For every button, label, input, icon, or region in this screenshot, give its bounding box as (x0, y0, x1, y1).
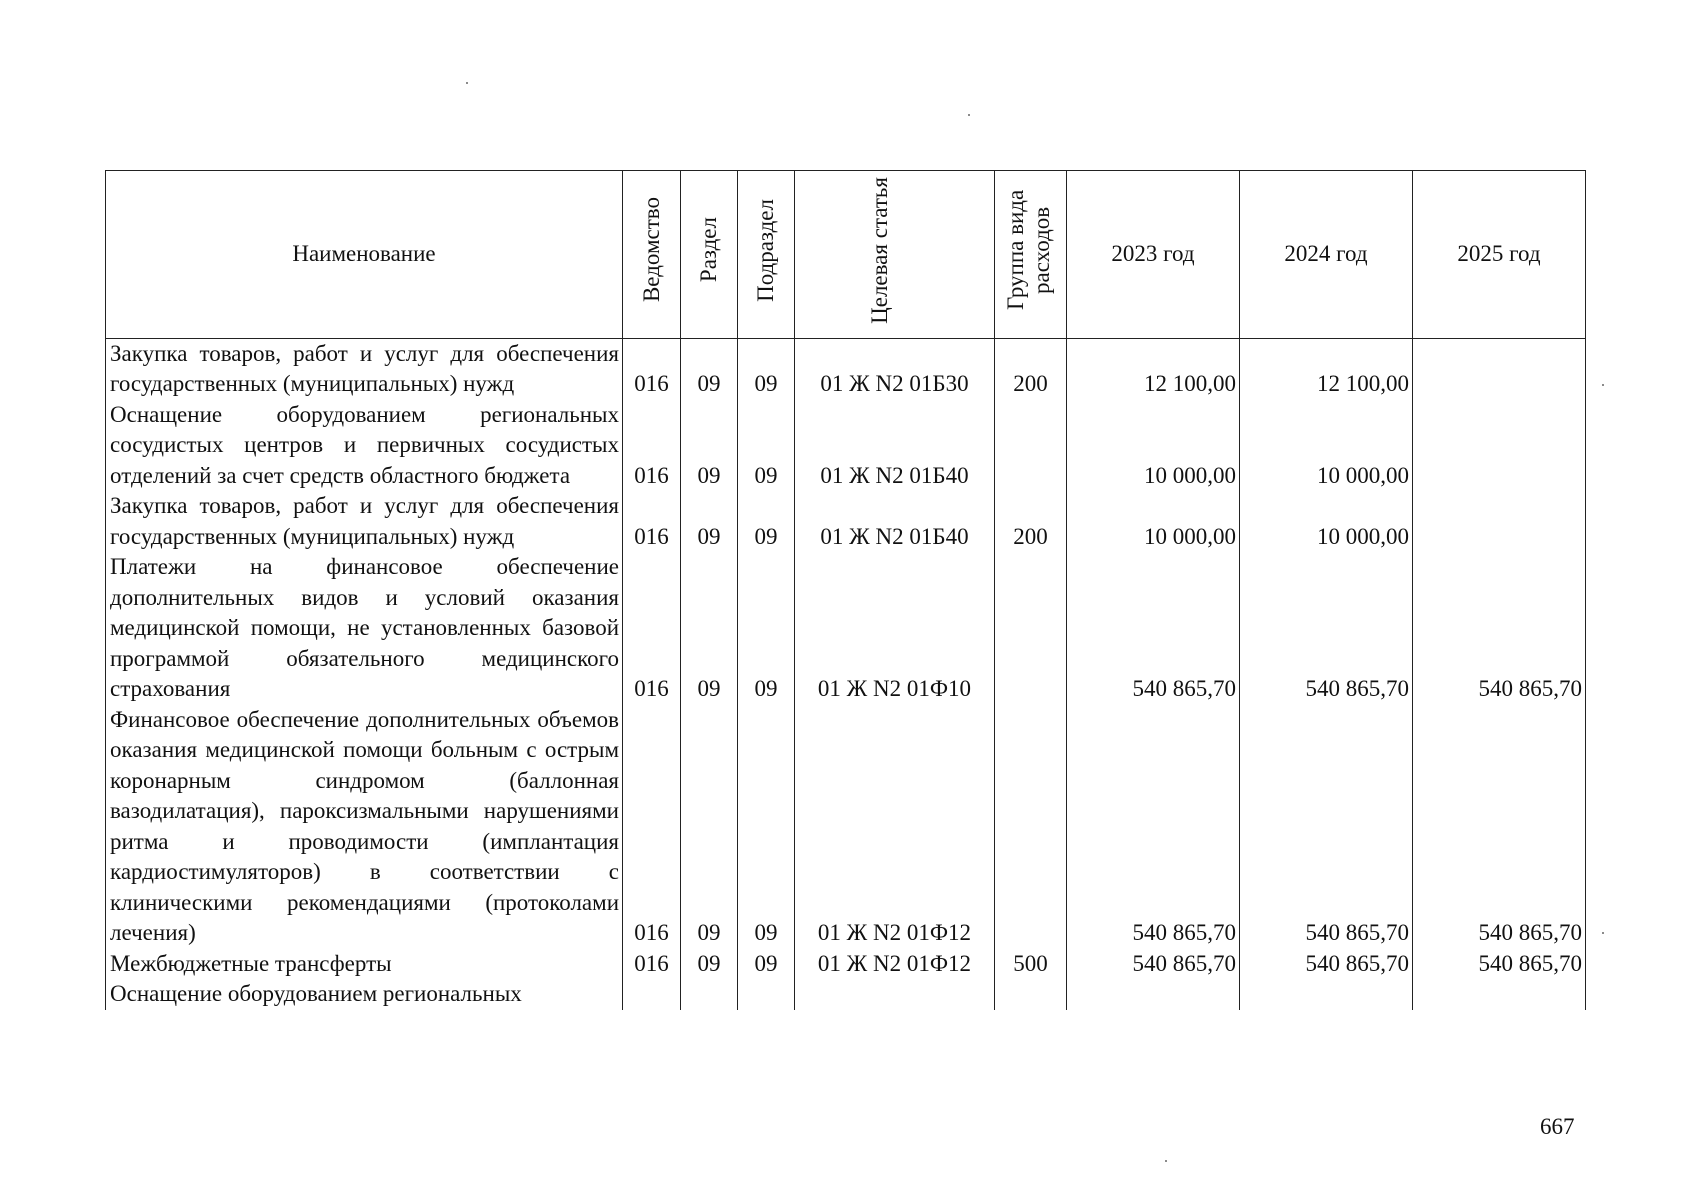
row-2023: 10 000,00 (1067, 491, 1240, 552)
row-2024: 10 000,00 (1240, 400, 1413, 492)
table-header-row (106, 171, 1586, 339)
header-2023: 2023 год (1067, 171, 1240, 339)
row-subsection: 09 (738, 400, 795, 492)
row-dept: 016 (623, 338, 681, 400)
row-subsection: 09 (738, 705, 795, 949)
table-row (106, 338, 1586, 400)
row-2023: 12 100,00 (1067, 338, 1240, 400)
table-row (106, 400, 1586, 492)
scan-speck (466, 82, 468, 84)
row-2024: 540 865,70 (1240, 552, 1413, 705)
table-row (106, 979, 1586, 1010)
row-section: 09 (681, 338, 738, 400)
row-2024: 12 100,00 (1240, 338, 1413, 400)
row-2025 (1413, 338, 1586, 400)
scan-speck (1165, 1160, 1167, 1162)
row-2024: 540 865,70 (1240, 705, 1413, 949)
row-group: 200 (995, 491, 1067, 552)
header-section: Раздел (681, 171, 738, 339)
row-target: 01 Ж N2 01Б30 (795, 338, 995, 400)
row-2024: 10 000,00 (1240, 491, 1413, 552)
table-row (106, 491, 1586, 552)
row-2025 (1413, 491, 1586, 552)
row-2023: 10 000,00 (1067, 400, 1240, 492)
row-dept (623, 979, 681, 1010)
row-subsection (738, 979, 795, 1010)
row-2023 (1067, 979, 1240, 1010)
row-dept: 016 (623, 705, 681, 949)
header-target: Целевая статья (795, 171, 995, 339)
row-name: Закупка товаров, работ и услуг для обеспечения государственных (муниципальных) нужд (106, 491, 623, 552)
row-dept: 016 (623, 491, 681, 552)
header-dept: Ведомство (623, 171, 681, 339)
row-group (995, 400, 1067, 492)
row-name: Платежи на финансовое обеспечение дополнительных видов и условий оказания медицинской помощи, не установленных базовой программой обязательного медицинского страхования (106, 552, 623, 705)
row-2023: 540 865,70 (1067, 705, 1240, 949)
row-subsection: 09 (738, 491, 795, 552)
row-section: 09 (681, 400, 738, 492)
header-2024: 2024 год (1240, 171, 1413, 339)
row-dept: 016 (623, 400, 681, 492)
row-group (995, 705, 1067, 949)
row-target: 01 Ж N2 01Ф12 (795, 949, 995, 980)
row-section: 09 (681, 491, 738, 552)
row-group: 500 (995, 949, 1067, 980)
row-section: 09 (681, 705, 738, 949)
row-subsection: 09 (738, 552, 795, 705)
scan-speck (1602, 384, 1604, 386)
row-section (681, 979, 738, 1010)
scan-speck (968, 114, 970, 116)
row-name: Оснащение оборудованием региональных сосудистых центров и первичных сосудистых отделений за счет средств областного бюджета (106, 400, 623, 492)
budget-table (105, 170, 1586, 1010)
header-group: Группа вида расходов (995, 171, 1067, 339)
row-2025 (1413, 400, 1586, 492)
row-2023: 540 865,70 (1067, 949, 1240, 980)
row-target: 01 Ж N2 01Ф10 (795, 552, 995, 705)
page-number: 667 (1540, 1114, 1575, 1139)
row-name: Межбюджетные трансферты (106, 949, 623, 980)
row-section: 09 (681, 552, 738, 705)
header-2025: 2025 год (1413, 171, 1586, 339)
row-group (995, 552, 1067, 705)
row-subsection: 09 (738, 338, 795, 400)
header-name: Наименование (106, 171, 623, 339)
page-bottom-margin (0, 1098, 1690, 1200)
row-2023: 540 865,70 (1067, 552, 1240, 705)
scan-speck (1602, 932, 1604, 934)
row-target: 01 Ж N2 01Б40 (795, 400, 995, 492)
row-subsection: 09 (738, 949, 795, 980)
header-subsection: Подраздел (738, 171, 795, 339)
row-group (995, 979, 1067, 1010)
row-name: Закупка товаров, работ и услуг для обеспечения государственных (муниципальных) нужд (106, 338, 623, 400)
row-2025: 540 865,70 (1413, 949, 1586, 980)
row-dept: 016 (623, 949, 681, 980)
row-name: Финансовое обеспечение дополнительных объемов оказания медицинской помощи больным с острым коронарным синдромом (баллонная вазодилатация), пароксизмальными нарушениями ритма и проводимости (имплантация кардиостимуляторов) в соответствии с клиническими рекомендациями (протоколами лечения) (106, 705, 623, 949)
row-group: 200 (995, 338, 1067, 400)
table-row (106, 705, 1586, 949)
row-2025: 540 865,70 (1413, 552, 1586, 705)
row-2024: 540 865,70 (1240, 949, 1413, 980)
row-dept: 016 (623, 552, 681, 705)
row-section: 09 (681, 949, 738, 980)
table-row (106, 949, 1586, 980)
row-2025: 540 865,70 (1413, 705, 1586, 949)
row-name: Оснащение оборудованием региональных (106, 979, 623, 1010)
row-target: 01 Ж N2 01Б40 (795, 491, 995, 552)
row-target (795, 979, 995, 1010)
table-row (106, 552, 1586, 705)
row-2024 (1240, 979, 1413, 1010)
row-2025 (1413, 979, 1586, 1010)
row-target: 01 Ж N2 01Ф12 (795, 705, 995, 949)
